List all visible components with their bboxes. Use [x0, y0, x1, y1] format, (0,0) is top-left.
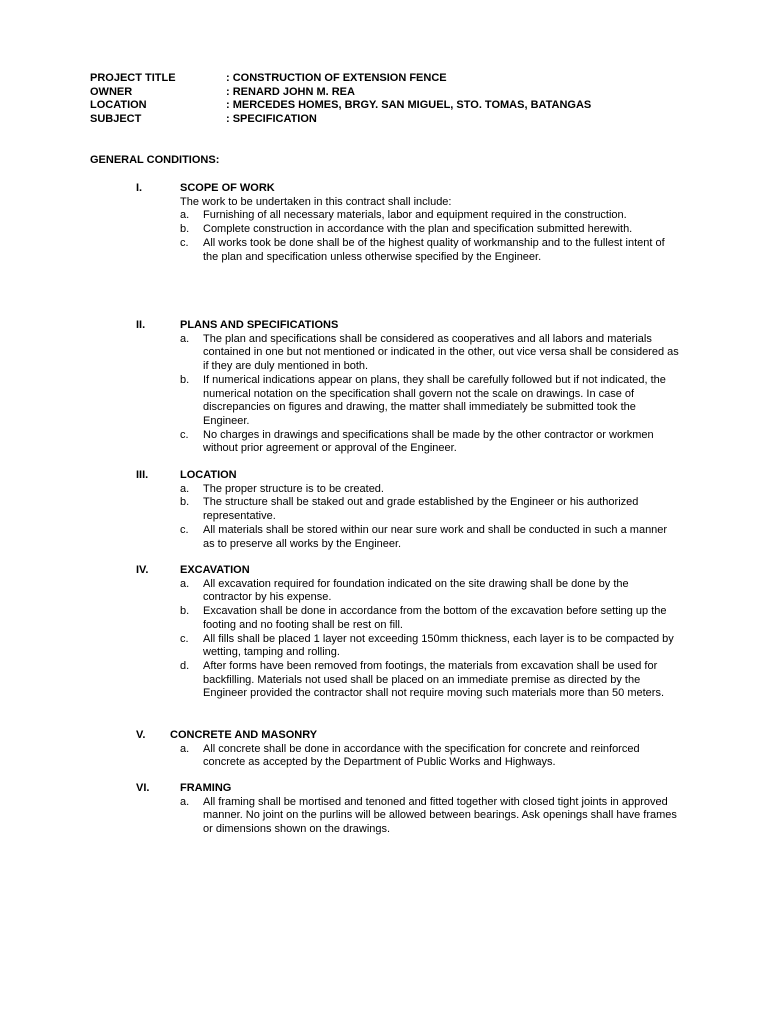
- header-row-location: [90, 99, 591, 113]
- item-letter: a.: [180, 209, 190, 222]
- general-conditions-heading: GENERAL CONDITIONS:: [90, 154, 220, 166]
- list-item: [180, 496, 680, 523]
- header-row-owner: [90, 86, 591, 100]
- item-text: No charges in drawings and specifications shall be made by the other contractor or workmen without prior agreement or approval of the Engineer.: [203, 428, 654, 455]
- list-item: [180, 796, 680, 837]
- header-label: LOCATION: [90, 99, 147, 112]
- list-item: [180, 374, 680, 429]
- header-label: OWNER: [90, 85, 133, 98]
- item-text: The plan and specifications shall be considered as cooperatives and all labors and materials contained in one but not mentioned or indicated in the other, out vice versa shall be considered as if they are duly mentioned in both.: [203, 332, 679, 373]
- list-item: [180, 223, 680, 237]
- section-number: III.: [136, 469, 149, 481]
- item-letter: b.: [180, 496, 190, 509]
- item-text: Furnishing of all necessary materials, labor and equipment required in the construction.: [203, 209, 627, 222]
- section-number: V.: [136, 729, 146, 741]
- project-header: [90, 72, 591, 127]
- section-title: SCOPE OF WORK: [180, 182, 275, 194]
- header-value: : MERCEDES HOMES, BRGY. SAN MIGUEL, STO. TOMAS, BATANGAS: [226, 99, 592, 112]
- item-text: All materials shall be stored within our near sure work and shall be conducted in such a manner as to preserve all works by the Engineer.: [203, 523, 668, 550]
- item-letter: a.: [180, 332, 190, 345]
- section-number: I.: [136, 182, 143, 194]
- section-body: [180, 333, 680, 456]
- item-text: All excavation required for foundation indicated on the site drawing shall be done by the contractor by his expense.: [203, 577, 629, 604]
- item-letter: a.: [180, 482, 190, 495]
- item-text: Complete construction in accordance with the plan and specification submitted herewith.: [203, 223, 633, 236]
- item-letter: b.: [180, 373, 190, 386]
- item-text: The structure shall be staked out and grade established by the Engineer or his authorized representative.: [203, 496, 639, 523]
- section-title: EXCAVATION: [180, 564, 250, 576]
- section-intro: The work to be undertaken in this contract shall include:: [180, 195, 452, 208]
- item-letter: a.: [180, 742, 190, 755]
- list-item: [180, 633, 680, 660]
- header-row-subject: [90, 113, 591, 127]
- section-body: [180, 196, 680, 265]
- section-number: II.: [136, 319, 146, 331]
- item-letter: b.: [180, 605, 190, 618]
- header-label: PROJECT TITLE: [90, 72, 176, 84]
- list-item: [180, 524, 680, 551]
- item-text: All framing shall be mortised and tenoned and fitted together with closed tight joints in approved manner. No joint on the purlins will be allowed between bearings. Ask openings shall have frames or dimensions shown on the drawings.: [203, 795, 677, 836]
- item-letter: c.: [180, 428, 189, 441]
- list-item: [180, 237, 680, 264]
- section-body: [180, 743, 680, 770]
- section-number: IV.: [136, 564, 149, 576]
- header-value: : RENARD JOHN M. REA: [226, 85, 355, 98]
- list-item: [180, 605, 680, 632]
- section-body: [180, 483, 680, 552]
- item-letter: b.: [180, 223, 190, 236]
- header-value: : CONSTRUCTION OF EXTENSION FENCE: [226, 72, 447, 84]
- item-text: All fills shall be placed 1 layer not exceeding 150mm thickness, each layer is to be compacted by wetting, tamping and rolling.: [203, 632, 674, 659]
- list-item: [180, 578, 680, 605]
- item-letter: a.: [180, 577, 190, 590]
- item-text: All works took be done shall be of the highest quality of workmanship and to the fullest intent of the plan and specification unless otherwise specified by the Engineer.: [203, 236, 665, 263]
- header-value: : SPECIFICATION: [226, 113, 317, 126]
- list-item: [180, 743, 680, 770]
- item-text: If numerical indications appear on plans, they shall be carefully followed but if not indicated, the numerical notation on the specification shall govern not the scale on drawings. In case of discrepancies on figures and drawing, the matter shall immediately be submitted took the Engineer.: [203, 373, 666, 427]
- item-text: The proper structure is to be created.: [203, 482, 384, 495]
- section-number: VI.: [136, 782, 150, 794]
- list-item: [180, 333, 680, 374]
- section-title: LOCATION: [180, 469, 237, 481]
- section-title: CONCRETE AND MASONRY: [170, 729, 318, 741]
- list-item: [180, 483, 680, 497]
- header-row-project-title: [90, 72, 591, 86]
- list-item: [180, 429, 680, 456]
- item-text: Excavation shall be done in accordance from the bottom of the excavation before setting up the footing and no footing shall be rest on fill.: [203, 605, 667, 631]
- item-letter: d.: [180, 659, 190, 672]
- item-letter: a.: [180, 795, 190, 808]
- list-item: [180, 209, 680, 223]
- item-letter: c.: [180, 523, 189, 536]
- section-body: [180, 578, 680, 701]
- item-letter: c.: [180, 236, 189, 249]
- item-text: After forms have been removed from footings, the materials from excavation shall be used for backfilling. Materials not used shall be placed on an immediate premise as directed by the Engineer provided the contractor shall not require moving such materials more than 50 meters.: [203, 659, 665, 700]
- section-title: FRAMING: [180, 782, 232, 794]
- item-text: All concrete shall be done in accordance with the specification for concrete and reinforced concrete as accepted by the Department of Public Works and Highways.: [203, 742, 640, 769]
- list-item: [180, 660, 680, 701]
- section-title: PLANS AND SPECIFICATIONS: [180, 319, 339, 331]
- section-body: [180, 796, 680, 837]
- header-label: SUBJECT: [90, 113, 142, 126]
- item-letter: c.: [180, 632, 189, 645]
